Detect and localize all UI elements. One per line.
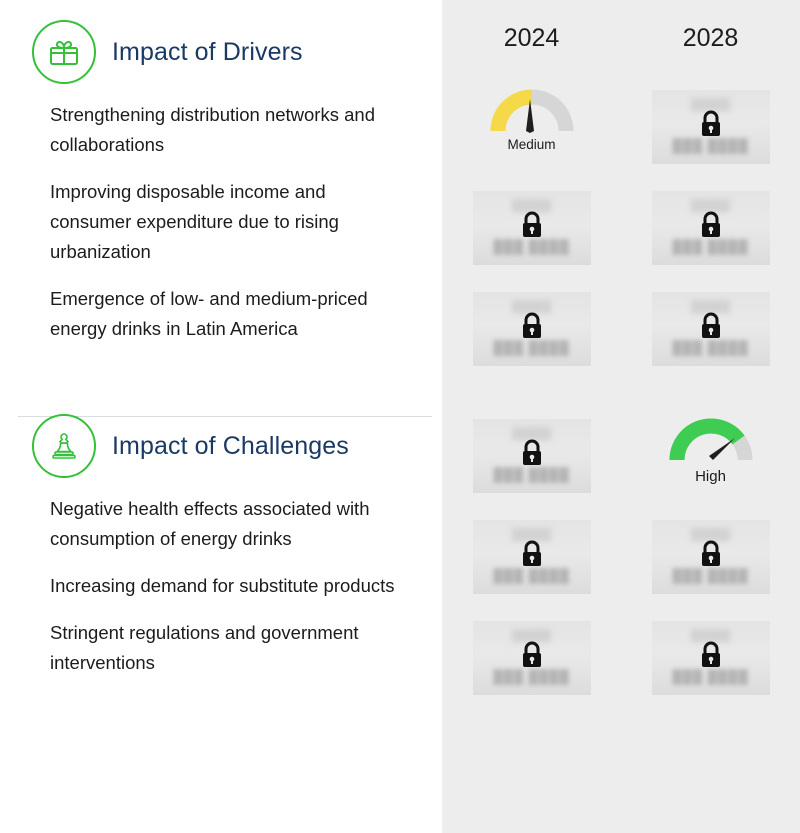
list-item: Negative health effects associated with consumption of energy drinks bbox=[50, 498, 370, 549]
section-drivers bbox=[0, 0, 442, 396]
cell-drivers-3-2028 bbox=[621, 278, 800, 379]
locked-tile[interactable] bbox=[473, 621, 591, 695]
lock-icon bbox=[698, 640, 724, 675]
table-row bbox=[442, 506, 800, 607]
drivers-bullets bbox=[0, 100, 442, 344]
blurred-text-top: █████ bbox=[691, 528, 730, 541]
list-item: Increasing demand for substitute products bbox=[50, 574, 395, 596]
cell-drivers-2-2028 bbox=[621, 177, 800, 278]
column-header-2024: 2024 bbox=[503, 23, 560, 52]
challenges-icon bbox=[32, 414, 96, 478]
cell-challenges-3-2028 bbox=[621, 607, 800, 708]
blurred-text-bottom: ███ ████ bbox=[672, 137, 749, 153]
blurred-text-bottom: ███ ████ bbox=[493, 466, 570, 482]
column-header-2028: 2028 bbox=[682, 23, 739, 52]
blurred-text-top: █████ bbox=[512, 427, 551, 440]
cell-challenges-2-2028 bbox=[621, 506, 800, 607]
lock-icon bbox=[698, 311, 724, 346]
blurred-text-top: █████ bbox=[512, 300, 551, 313]
locked-tile[interactable] bbox=[652, 520, 770, 594]
blurred-text-top: █████ bbox=[691, 98, 730, 111]
challenges-bullets bbox=[0, 494, 442, 678]
gauge-label: High bbox=[695, 467, 726, 485]
year-header-row bbox=[442, 0, 800, 76]
blurred-text-bottom: ███ ████ bbox=[672, 339, 749, 355]
lock-icon bbox=[698, 210, 724, 245]
locked-tile[interactable] bbox=[473, 419, 591, 493]
cell-challenges-3-2024 bbox=[442, 607, 621, 708]
cell-challenges-1-2024 bbox=[442, 405, 621, 506]
locked-tile[interactable] bbox=[473, 191, 591, 265]
locked-tile[interactable] bbox=[473, 292, 591, 366]
table-row bbox=[442, 76, 800, 177]
list-item: Improving disposable income and consumer expenditure due to rising urbanization bbox=[50, 180, 339, 262]
drivers-title: Impact of Drivers bbox=[112, 37, 303, 66]
gauge-medium bbox=[473, 87, 591, 167]
gauge-label: Medium bbox=[507, 136, 556, 152]
blurred-text-bottom: ███ ████ bbox=[493, 238, 570, 254]
lock-icon bbox=[698, 109, 724, 144]
blurred-text-bottom: ███ ████ bbox=[672, 567, 749, 583]
blurred-text-top: █████ bbox=[691, 300, 730, 313]
challenges-header bbox=[0, 414, 442, 478]
locked-tile[interactable] bbox=[652, 621, 770, 695]
list-item: Emergence of low- and medium-priced energy drinks in Latin America bbox=[50, 287, 368, 339]
gauge-high bbox=[652, 416, 770, 496]
lock-icon bbox=[698, 539, 724, 574]
list-item: Strengthening distribution networks and collaborations bbox=[50, 104, 375, 155]
locked-tile[interactable] bbox=[652, 191, 770, 265]
drivers-icon bbox=[32, 20, 96, 84]
row-spacer bbox=[442, 379, 800, 405]
table-row bbox=[442, 278, 800, 379]
drivers-header bbox=[0, 20, 442, 84]
locked-tile[interactable] bbox=[652, 90, 770, 164]
cell-drivers-1-2028 bbox=[621, 76, 800, 177]
section-challenges bbox=[0, 396, 442, 833]
lock-icon bbox=[519, 210, 545, 245]
blurred-text-top: █████ bbox=[512, 528, 551, 541]
lock-icon bbox=[519, 311, 545, 346]
blurred-text-bottom: ███ ████ bbox=[493, 567, 570, 583]
cell-drivers-1-2024 bbox=[442, 76, 621, 177]
cell-drivers-2-2024 bbox=[442, 177, 621, 278]
matrix-column bbox=[442, 0, 800, 833]
table-row bbox=[442, 177, 800, 278]
blurred-text-top: █████ bbox=[512, 199, 551, 212]
locked-tile[interactable] bbox=[652, 292, 770, 366]
challenges-title: Impact of Challenges bbox=[112, 431, 349, 460]
blurred-text-bottom: ███ ████ bbox=[672, 238, 749, 254]
blurred-text-bottom: ███ ████ bbox=[493, 668, 570, 684]
list-item: Stringent regulations and government interventions bbox=[50, 621, 359, 673]
table-row bbox=[442, 607, 800, 708]
blurred-text-top: █████ bbox=[512, 629, 551, 642]
blurred-text-top: █████ bbox=[691, 629, 730, 642]
cell-challenges-1-2028 bbox=[621, 405, 800, 506]
blurred-text-bottom: ███ ████ bbox=[672, 668, 749, 684]
cell-drivers-3-2024 bbox=[442, 278, 621, 379]
lock-icon bbox=[519, 438, 545, 473]
blurred-text-bottom: ███ ████ bbox=[493, 339, 570, 355]
locked-tile[interactable] bbox=[473, 520, 591, 594]
cell-challenges-2-2024 bbox=[442, 506, 621, 607]
lock-icon bbox=[519, 640, 545, 675]
blurred-text-top: █████ bbox=[691, 199, 730, 212]
table-row bbox=[442, 405, 800, 506]
lock-icon bbox=[519, 539, 545, 574]
